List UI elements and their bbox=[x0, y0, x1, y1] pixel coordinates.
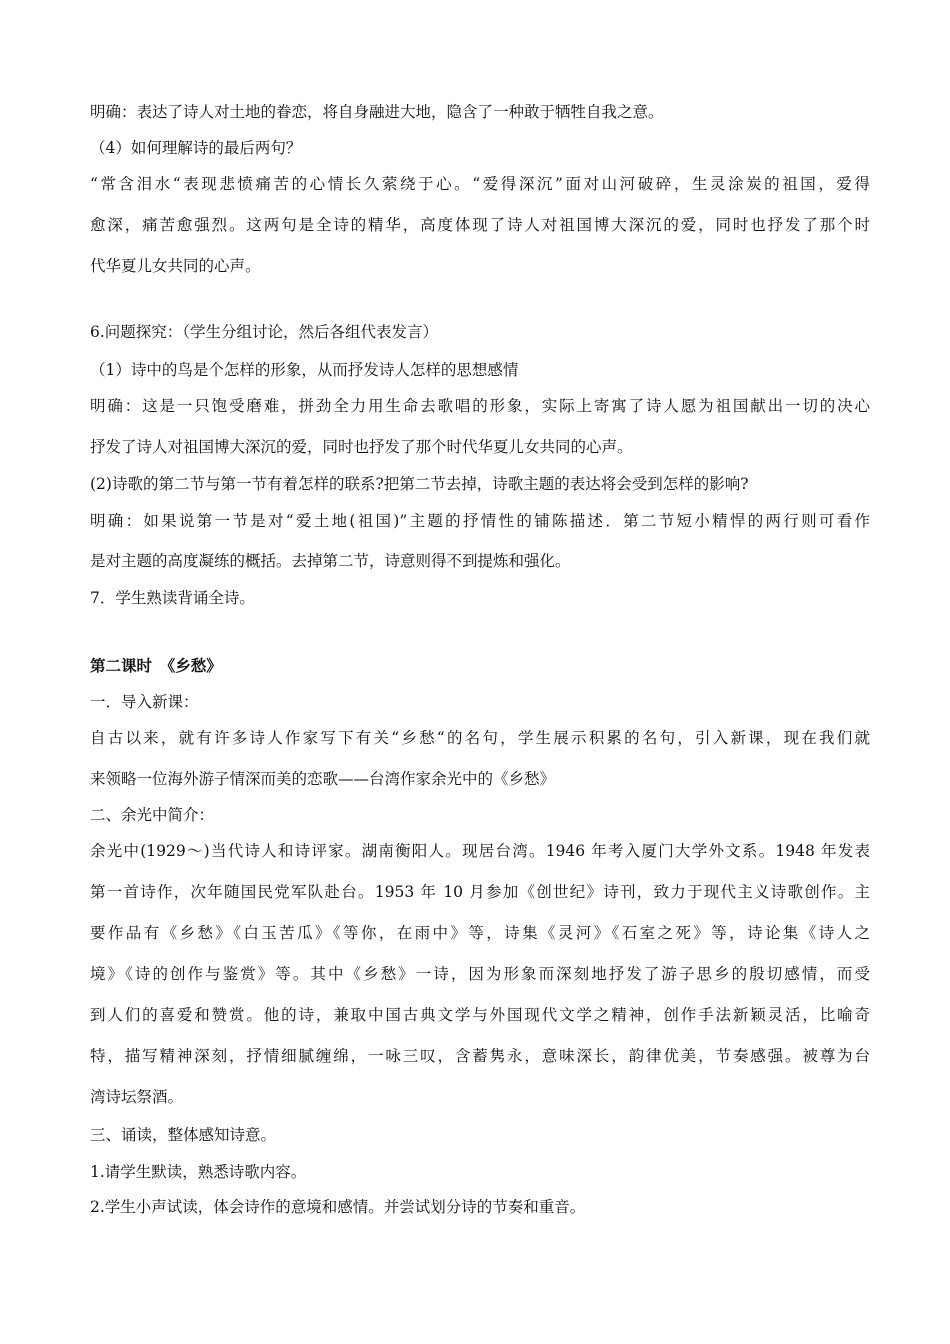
bio-line-6: 特，描写精神深刻，抒情细腻缠绵，一咏三叹，含蓄隽永，意味深长，韵律优美，节奏感强。被尊为台 bbox=[90, 1047, 870, 1065]
section-6-answer-1-line-2: 抒发了诗人对祖国博大深沉的爱，同时也抒发了那个时代华夏儿女共同的心声。 bbox=[90, 438, 633, 456]
bio-line-3: 要作品有《乡愁》《白玉苦瓜》《等你，在雨中》等，诗集《灵河》《石室之死》等，诗论集《诗人之 bbox=[90, 924, 870, 942]
intro-line-1: 自古以来，就有许多诗人作家写下有关“乡愁“的名句，学生展示积累的名句，引入新课，现在我们就 bbox=[90, 729, 870, 747]
item-7: 7．学生熟读背诵全诗。 bbox=[90, 589, 255, 607]
reading-heading: 三、诵读，整体感知诗意。 bbox=[90, 1126, 277, 1144]
section-6-answer-1-line-1: 明确：这是一只饱受磨难，拼劲全力用生命去歌唱的形象，实际上寄寓了诗人愿为祖国献出一切的决心 bbox=[90, 397, 870, 415]
bio-line-5: 到人们的喜爱和赞赏。他的诗，兼取中国古典文学与外国现代文学之精神，创作手法新颖灵活，比喻奇 bbox=[90, 1006, 870, 1024]
bio-line-1: 余光中(1929～)当代诗人和诗评家。湖南衡阳人。现居台湾。1946 年考入厦门大学外文系。1948 年发表 bbox=[90, 842, 870, 860]
section-6-answer-2-line-2: 是对主题的高度凝练的概括。去掉第二节，诗意则得不到提炼和强化。 bbox=[90, 552, 571, 570]
answer-4-line-1: “常含泪水“表现悲愤痛苦的心情长久萦绕于心。“爱得深沉”面对山河破碎，生灵涂炭的祖国，爱得 bbox=[90, 175, 870, 193]
reading-step-2: 2.学生小声试读，体会诗作的意境和感情。并尝试划分诗的节奏和重音。 bbox=[90, 1198, 586, 1216]
section-6-answer-2-line-1: 明确：如果说第一节是对“爱土地(祖国)”主题的抒情性的铺陈描述．第二节短小精悍的两行则可看作 bbox=[90, 512, 870, 530]
reading-step-1: 1.请学生默读，熟悉诗歌内容。 bbox=[90, 1163, 307, 1181]
bio-heading: 二、余光中简介： bbox=[90, 806, 215, 824]
answer-3: 明确：表达了诗人对土地的眷恋，将自身融进大地，隐含了一种敢于牺牲自我之意。 bbox=[90, 103, 664, 121]
section-6-heading: 6.问题探究：（学生分组讨论，然后各组代表发言） bbox=[90, 323, 439, 341]
intro-line-2: 来领略一位海外游子情深而美的恋歌——台湾作家余光中的《乡愁》 bbox=[90, 770, 556, 788]
bio-line-7: 湾诗坛祭酒。 bbox=[90, 1088, 184, 1106]
question-4: （4）如何理解诗的最后两句？ bbox=[90, 139, 302, 157]
lesson-2-title: 第二课时 《乡愁》 bbox=[90, 656, 222, 675]
section-6-question-2: (2)诗歌的第二节与第一节有着怎样的联系?把第二节去掉，诗歌主题的表达将会受到怎样的影响? bbox=[90, 475, 749, 493]
bio-line-4: 境》《诗的创作与鉴赏》等。其中《乡愁》一诗，因为形象而深刻地抒发了游子思乡的殷切感情，而受 bbox=[90, 965, 870, 983]
section-6-question-1: （1）诗中的鸟是个怎样的形象，从而抒发诗人怎样的思想感情 bbox=[90, 361, 519, 379]
answer-4-line-2: 愈深，痛苦愈强烈。这两句是全诗的精华，高度体现了诗人对祖国博大深沉的爱，同时也抒发了那个时 bbox=[90, 216, 870, 234]
answer-4-line-3: 代华夏儿女共同的心声。 bbox=[90, 257, 261, 275]
bio-line-2: 第一首诗作，次年随国民党军队赴台。1953 年 10 月参加《创世纪》诗刊，致力于现代主义诗歌创作。主 bbox=[90, 883, 870, 901]
intro-heading: 一．导入新课： bbox=[90, 693, 199, 711]
